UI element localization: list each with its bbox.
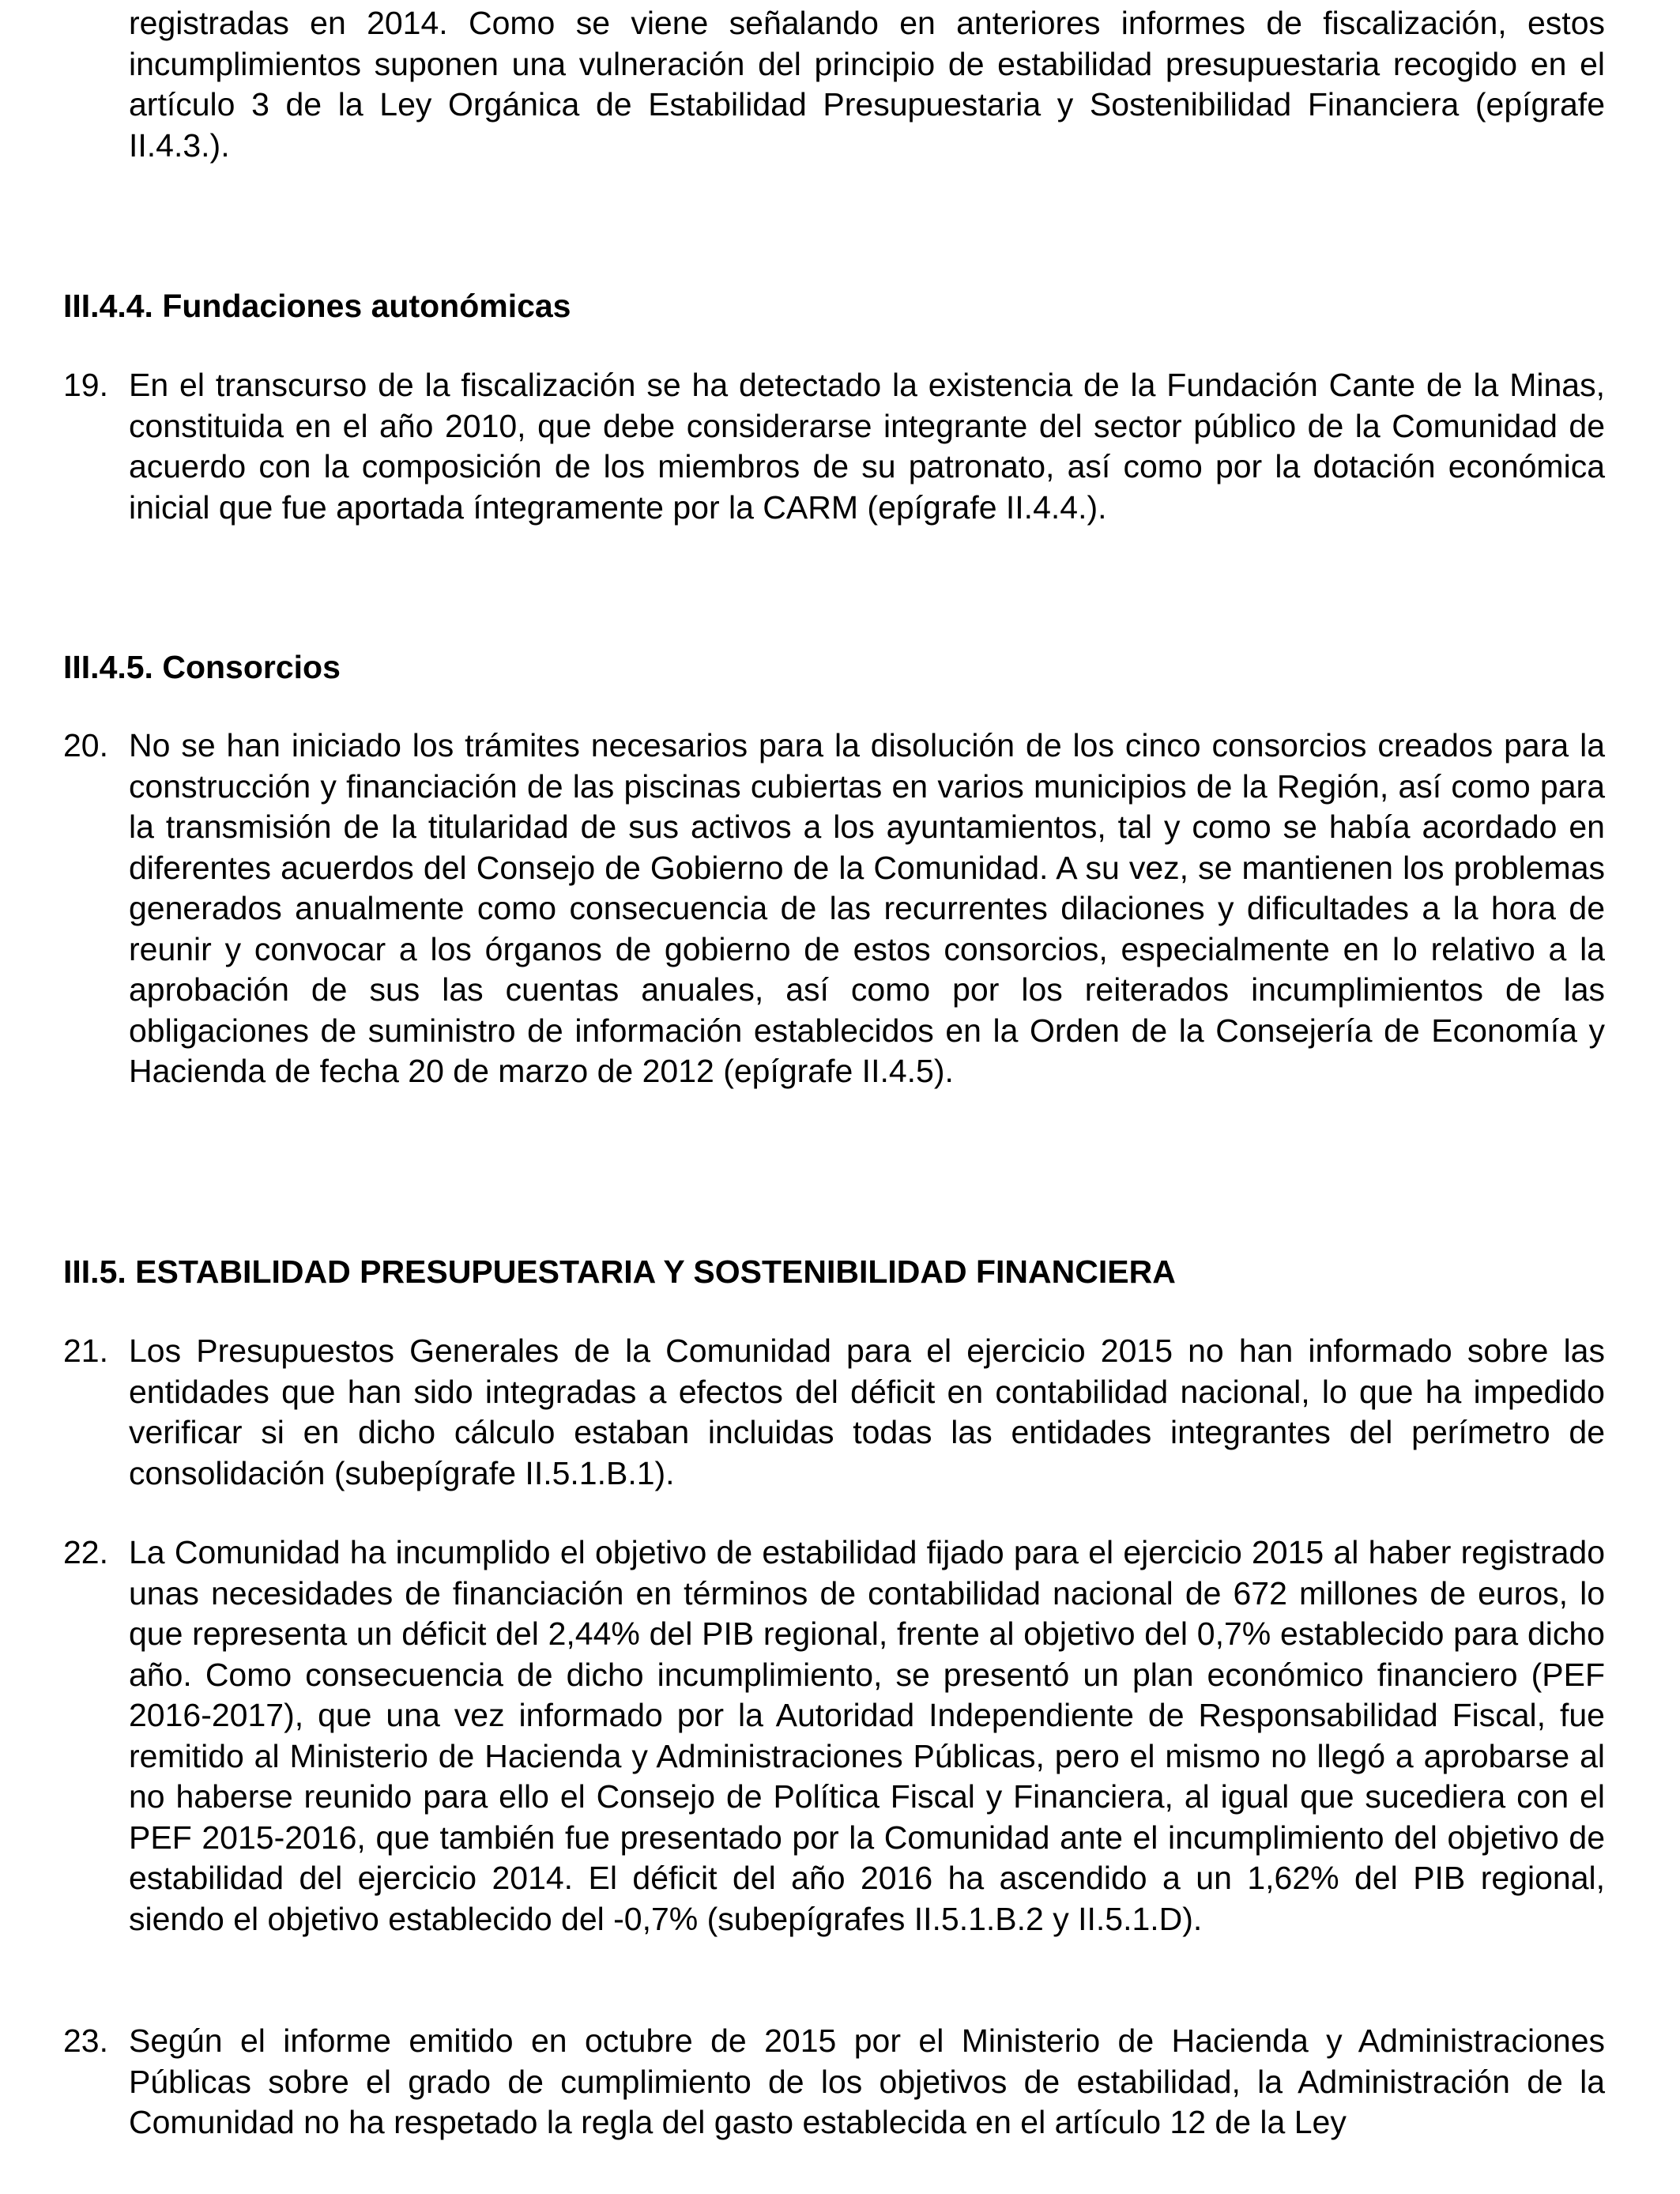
list-item-21 — [63, 1331, 1605, 1494]
item-number: 22. — [63, 1534, 108, 1570]
list-item-20 — [63, 726, 1605, 1092]
section-heading-fundaciones: III.4.4. Fundaciones autonómicas — [63, 288, 571, 324]
item-text: No se han iniciado los trámites necesarios para la disolución de los cinco consorcios creados para la construcción y financiación de las piscinas cubiertas en varios municipios de la Región, así como para la transmisión de la titularidad de sus activos a los ayuntamientos, tal y como se había acordado en diferentes acuerdos del Consejo de Gobierno de la Comunidad. A su vez, se mantienen los problemas generados anualmente como consecuencia de las recurrentes dilaciones y dificultades a la hora de reunir y convocar a los órganos de gobierno de estos consorcios, especialmente en lo relativo a la aprobación de sus las cuentas anuales, así como por los reiterados incumplimientos de las obligaciones de suministro de información establecidos en la Orden de la Consejería de Economía y Hacienda de fecha 20 de marzo de 2012 (epígrafe II.4.5). — [129, 727, 1605, 1089]
item-text: Los Presupuestos Generales de la Comunidad para el ejercicio 2015 no han informado sobre las entidades que han sido integradas a efectos del déficit en contabilidad nacional, lo que ha impedido verificar si en dicho cálculo estaban incluidas todas las entidades integrantes del perímetro de consolidación (subepígrafe II.5.1.B.1). — [129, 1333, 1605, 1491]
item-text: En el transcurso de la fiscalización se ha detectado la existencia de la Fundación Cante de la Minas, constituida en el año 2010, que debe considerarse integrante del sector público de la Comunidad de acuerdo con la composición de los miembros de su patronato, así como por la dotación económica inicial que fue aportada íntegramente por la CARM (epígrafe II.4.4.). — [129, 367, 1605, 526]
item-number: 23. — [63, 2022, 108, 2059]
intro-paragraph: registradas en 2014. Como se viene señalando en anteriores informes de fiscalización, estos incumplimientos suponen una vulneración del principio de estabilidad presupuestaria recogido en el artículo 3 de la Ley Orgánica de Estabilidad Presupuestaria y Sostenibilidad Financiera (epígrafe II.4.3.). — [129, 5, 1605, 164]
list-item-23 — [63, 2021, 1605, 2143]
item-text: La Comunidad ha incumplido el objetivo de estabilidad fijado para el ejercicio 2015 al haber registrado unas necesidades de financiación en términos de contabilidad nacional de 672 millones de euros, lo que representa un déficit del 2,44% del PIB regional, frente al objetivo del 0,7% establecido para dicho año. Como consecuencia de dicho incumplimiento, se presentó un plan económico financiero (PEF 2016-2017), que una vez informado por la Autoridad Independiente de Responsabilidad Fiscal, fue remitido al Ministerio de Hacienda y Administraciones Públicas, pero el mismo no llegó a aprobarse al no haberse reunido para ello el Consejo de Política Fiscal y Financiera, al igual que sucediera con el PEF 2015-2016, que también fue presentado por la Comunidad ante el incumplimiento del objetivo de estabilidad del ejercicio 2014. El déficit del año 2016 ha ascendido a un 1,62% del PIB regional, siendo el objetivo establecido del -0,7% (subepígrafes II.5.1.B.2 y II.5.1.D). — [129, 1534, 1605, 1937]
list-item-22 — [63, 1532, 1605, 1940]
item-number: 20. — [63, 727, 108, 763]
list-item-19 — [63, 365, 1605, 528]
item-number: 21. — [63, 1333, 108, 1369]
section-heading-consorcios: III.4.5. Consorcios — [63, 649, 341, 685]
item-text: Según el informe emitido en octubre de 2015 por el Ministerio de Hacienda y Administraciones Públicas sobre el grado de cumplimiento de los objetivos de estabilidad, la Administración de la Comunidad no ha respetado la regla del gasto establecida en el artículo 12 de la Ley — [129, 2022, 1605, 2140]
item-number: 19. — [63, 367, 108, 403]
section-heading-estabilidad: III.5. ESTABILIDAD PRESUPUESTARIA Y SOSTENIBILIDAD FINANCIERA — [63, 1253, 1176, 1290]
